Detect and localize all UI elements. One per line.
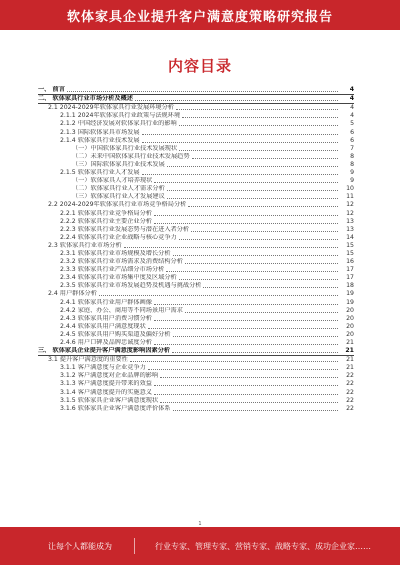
toc-leader-dots [142, 134, 338, 135]
toc-leader-dots [167, 166, 338, 167]
toc-entry[interactable] [38, 250, 354, 258]
toc-entry[interactable] [38, 397, 354, 405]
toc-leader-dots [124, 247, 338, 248]
toc-leader-dots [142, 142, 338, 143]
toc-heading: 内容目录 [167, 57, 232, 75]
toc-entry-text: 一、 前言 [38, 86, 65, 94]
toc-leader-dots [160, 377, 338, 378]
toc-entry-text: 2.4.2 家庭、办公、商用等不同场景用户需求 [60, 306, 183, 314]
toc-entry[interactable] [38, 347, 354, 356]
toc-entry-text: 3.1.3 客户满意度提升带来的效益 [60, 380, 152, 388]
toc-leader-dots [154, 385, 338, 386]
toc-entry-text: 2.2.4 软体家具行业企业战略与核心竞争力 [60, 233, 177, 241]
toc-entry-page: 22 [346, 380, 354, 388]
toc-leader-dots [182, 117, 338, 118]
toc-entry-page: 21 [346, 356, 354, 364]
toc-entry-page: 20 [346, 314, 354, 322]
toc-entry[interactable] [38, 86, 354, 95]
footer-tagline: 行业专家、管理专家、营销专家、战略专家、成功企业家…… [155, 541, 371, 551]
toc-entry-page: 12 [346, 209, 354, 217]
toc-entry[interactable] [38, 331, 354, 339]
toc-entry-page: 4 [350, 104, 354, 112]
toc-entry-text: 2.2 2024-2029年软体家具行业市场竞争格局分析 [48, 201, 187, 209]
toc-entry-text: 2.3.1 软体家具行业市场规模及增长分析 [60, 249, 171, 257]
toc-entry-page: 15 [346, 249, 354, 257]
toc-entry-page: 20 [346, 322, 354, 330]
toc-leader-dots [154, 320, 338, 321]
toc-leader-dots [160, 402, 338, 403]
toc-entry-text: 2.4.1 软体家具行业用户群体画像 [60, 298, 152, 306]
toc-entry[interactable] [38, 282, 354, 290]
toc-entry[interactable] [38, 266, 354, 274]
toc-entry-page: 7 [350, 144, 354, 152]
toc-entry-page: 12 [346, 201, 354, 209]
toc-entry-page: 9 [350, 169, 354, 177]
toc-entry-text: 2.1.5 软体家具行业人才发展 [60, 169, 140, 177]
toc-entry-text: 2.3.5 软体家具行业市场发展趋势及机遇与挑战分析 [60, 282, 202, 290]
toc-entry-text: 2.4.4 软体家具用户满意度现状 [60, 322, 146, 330]
toc-entry-page: 5 [350, 120, 354, 128]
toc-leader-dots [154, 344, 338, 345]
toc-entry[interactable] [38, 177, 354, 185]
toc-leader-dots [192, 158, 338, 159]
toc-entry-text: 2.3.2 软体家具行业市场需求及消费结构分析 [60, 258, 183, 266]
toc-entry-page: 9 [350, 177, 354, 185]
toc-leader-dots [167, 198, 338, 199]
toc-leader-dots [172, 352, 338, 353]
toc-entry-page: 14 [346, 233, 354, 241]
toc-entry-text: 二、 软体家具行业市场分析及概述 [38, 95, 133, 103]
toc-entry[interactable] [38, 307, 354, 315]
toc-leader-dots [154, 182, 338, 183]
toc-entry-text: 2.2.3 软体家具行业发展态势与潜在进入者分析 [60, 225, 190, 233]
toc-entry[interactable] [38, 218, 354, 226]
toc-leader-dots [173, 336, 338, 337]
toc-entry-page: 10 [346, 185, 354, 193]
toc-entry[interactable] [38, 169, 354, 177]
toc-entry-page: 13 [346, 225, 354, 233]
page-number: 1 [198, 521, 202, 527]
toc-entry[interactable] [38, 274, 354, 282]
toc-entry[interactable] [38, 153, 354, 161]
toc-entry-text: 2.4.6 用户口碑及品牌忠诚度分析 [60, 339, 152, 346]
toc-leader-dots [173, 255, 338, 256]
toc-entry-page: 19 [346, 290, 354, 298]
toc-entry-page: 15 [346, 241, 354, 249]
toc-entry[interactable] [38, 290, 354, 298]
toc-entry-text: 3.1.1 客户满意度与企业竞争力 [60, 364, 146, 372]
toc-entry[interactable] [38, 364, 354, 372]
toc-leader-dots [130, 361, 338, 362]
toc-entry-page: 13 [346, 217, 354, 225]
toc-entry[interactable] [38, 104, 354, 112]
toc-entry-text: 2.1.2 中国经济发展对软体家具行业的影响 [60, 120, 177, 128]
toc-entry-page: 22 [346, 388, 354, 396]
toc-leader-dots [179, 125, 338, 126]
toc-entry-text: 3.1.6 软体家具企业客户满意度评价体系 [60, 404, 171, 412]
toc-leader-dots [148, 328, 338, 329]
toc-leader-dots [67, 91, 338, 92]
toc-entry[interactable] [38, 95, 354, 104]
toc-entry[interactable] [38, 234, 354, 242]
toc-entry-text: 2.3 软体家具行业市场分析 [48, 241, 122, 249]
toc-entry-page: 22 [346, 372, 354, 380]
toc-entry[interactable] [38, 405, 354, 413]
toc-entry-text: 3.1 提升客户满意度的重要性 [48, 356, 128, 364]
toc-entry-text: 3.1.5 软体家具企业客户满意度现状 [60, 396, 159, 404]
toc-leader-dots [167, 190, 338, 191]
toc-entry-text: 2.3.3 软体家具行业产品细分市场分析 [60, 266, 165, 274]
toc-leader-dots [154, 394, 338, 395]
toc-entry-text: 2.2.1 软体家具行业竞争格局分析 [60, 209, 152, 217]
toc-entry-text: （三）国际软体家具行业技术发展 [72, 160, 165, 168]
report-title: 软体家具企业提升客户满意度策略研究报告 [66, 9, 333, 25]
toc-entry[interactable] [38, 380, 354, 388]
toc-entry[interactable] [38, 209, 354, 217]
toc-entry-text: （二）未来中国软体家具行业技术发展趋势 [72, 152, 190, 160]
table-of-contents [38, 86, 354, 413]
toc-leader-dots [191, 231, 338, 232]
toc-leader-dots [188, 206, 338, 207]
toc-leader-dots [142, 174, 338, 175]
toc-entry-page: 21 [346, 339, 354, 346]
toc-entry[interactable] [38, 112, 354, 120]
toc-leader-dots [154, 223, 338, 224]
toc-entry-text: （一）软体家具人才培养现状 [72, 177, 153, 185]
toc-entry-page: 16 [346, 258, 354, 266]
toc-entry-text: 三、 软体家具企业提升客户满意度影响因素分析 [38, 347, 171, 355]
toc-entry-page: 20 [346, 306, 354, 314]
toc-entry-text: 2.1.3 国际软体家具市场发展 [60, 128, 140, 136]
toc-entry-text: 3.1.2 客户满意度对企业品牌的影响 [60, 372, 159, 380]
toc-leader-dots [148, 369, 338, 370]
toc-entry-page: 21 [345, 347, 354, 355]
report-header [0, 0, 400, 30]
toc-entry-page: 19 [346, 298, 354, 306]
toc-entry-text: 2.1 2024-2029年软体家具行业发展环境分析 [48, 104, 174, 112]
toc-leader-dots [99, 295, 338, 296]
toc-entry-page: 6 [350, 128, 354, 136]
toc-entry-page: 20 [346, 330, 354, 338]
toc-entry[interactable] [38, 201, 354, 209]
toc-entry[interactable] [38, 323, 354, 331]
toc-leader-dots [179, 150, 338, 151]
toc-leader-dots [154, 215, 338, 216]
toc-entry-page: 17 [346, 274, 354, 282]
toc-entry-page: 22 [346, 404, 354, 412]
toc-entry-text: （一）中国软体家具行业技术发展现状 [72, 144, 178, 152]
toc-entry-page: 17 [346, 266, 354, 274]
toc-leader-dots [203, 287, 338, 288]
toc-entry-page: 6 [350, 136, 354, 144]
toc-entry-text: 2.3.4 软体家具行业市场集中度及区域分析 [60, 274, 177, 282]
toc-entry[interactable] [38, 137, 354, 145]
toc-leader-dots [173, 410, 338, 411]
toc-entry[interactable] [38, 298, 354, 306]
toc-entry[interactable] [38, 339, 354, 347]
toc-leader-dots [179, 279, 338, 280]
toc-entry[interactable] [38, 193, 354, 201]
toc-entry-text: 2.4.3 软体家具用户消费习惯分析 [60, 314, 152, 322]
toc-entry-text: 2.4 用户群体分析 [48, 290, 97, 298]
toc-entry-page: 4 [349, 95, 354, 103]
toc-leader-dots [166, 271, 338, 272]
toc-leader-dots [154, 304, 338, 305]
toc-entry[interactable] [38, 356, 354, 364]
toc-entry-page: 21 [346, 364, 354, 372]
footer-slogan: 让每个人都能成为 [48, 541, 112, 551]
toc-entry-text: （二）软体家具行业人才需求分析 [72, 185, 165, 193]
toc-entry[interactable] [38, 120, 354, 128]
toc-entry[interactable] [38, 258, 354, 266]
toc-entry[interactable] [38, 161, 354, 169]
toc-entry-page: 8 [350, 152, 354, 160]
toc-entry[interactable] [38, 372, 354, 380]
toc-entry[interactable] [38, 388, 354, 396]
report-footer [0, 527, 400, 565]
toc-entry[interactable] [38, 128, 354, 136]
toc-entry-text: 2.2.2 软体家具行业主要企业分析 [60, 217, 152, 225]
toc-entry-text: 2.1.4 软体家具行业技术发展 [60, 136, 140, 144]
toc-leader-dots [185, 312, 338, 313]
toc-entry[interactable] [38, 226, 354, 234]
toc-entry-text: （三）软体家具行业人才发展建议 [72, 193, 165, 201]
toc-entry-page: 8 [350, 160, 354, 168]
toc-entry-page: 4 [350, 112, 354, 120]
toc-leader-dots [135, 100, 338, 101]
toc-leader-dots [185, 263, 338, 264]
toc-entry-page: 4 [349, 86, 354, 94]
toc-entry-text: 2.1.1 2024年软体家具行业政策与法规环境 [60, 112, 181, 120]
toc-entry-text: 2.4.5 软体家具用户购买渠道及偏好分析 [60, 330, 171, 338]
toc-leader-dots [176, 109, 338, 110]
toc-entry[interactable] [38, 185, 354, 193]
toc-entry[interactable] [38, 242, 354, 250]
toc-entry-page: 22 [346, 396, 354, 404]
toc-entry-page: 18 [346, 282, 354, 290]
toc-leader-dots [179, 239, 338, 240]
toc-entry-text: 3.1.4 客户满意度提升的实施意义 [60, 388, 152, 396]
toc-entry-page: 11 [346, 193, 354, 201]
toc-entry[interactable] [38, 315, 354, 323]
toc-entry[interactable] [38, 145, 354, 153]
